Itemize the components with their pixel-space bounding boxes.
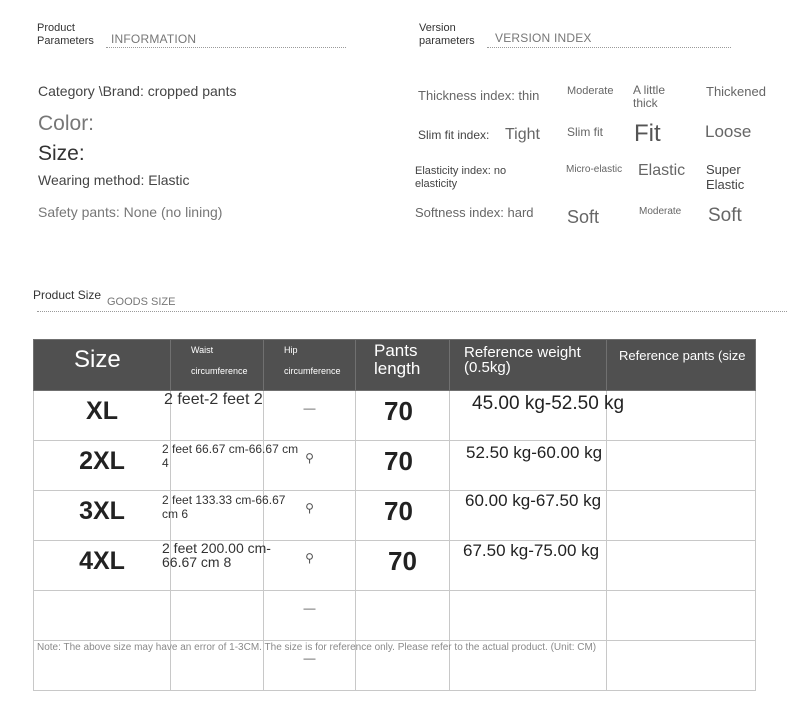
softness-label: Softness index: hard: [415, 205, 534, 220]
table-row: [34, 491, 756, 541]
slim-fit-option-fit: Fit: [634, 120, 661, 147]
cell-size: XL: [34, 391, 171, 441]
header-weight: Reference weight (0.5kg): [450, 340, 607, 391]
cell-ref: [607, 541, 756, 591]
cell-ref: [607, 591, 756, 641]
elasticity-option-elastic: Elastic: [638, 162, 686, 179]
cell-waist: 2 feet 66.67 cm-66.67 cm 4: [171, 441, 264, 491]
table-row: [34, 591, 756, 641]
version-params-en: VERSION INDEX: [495, 31, 592, 45]
cell-hip: ⚲: [264, 491, 356, 541]
softness-option-moderate: Moderate: [639, 206, 682, 217]
header-size: Size: [34, 340, 171, 391]
elasticity-option-super: Super Elastic: [706, 162, 745, 192]
cell-waist: [171, 591, 264, 641]
cell-hip: ⚲: [264, 441, 356, 491]
cell-weight: 45.00 kg-52.50 kg: [450, 391, 607, 441]
cell-weight: [450, 591, 607, 641]
slim-fit-label: Slim fit index:: [418, 128, 490, 142]
cell-weight: 67.50 kg-75.00 kg: [450, 541, 607, 591]
thickness-option-moderate: Moderate: [567, 85, 614, 97]
cell-ref: [607, 441, 756, 491]
product-params-label: Product Parameters: [37, 22, 94, 47]
cell-length: 70: [356, 491, 450, 541]
safety-pants: Safety pants: None (no lining): [38, 204, 223, 220]
slim-fit-option-slim: Slim fit: [567, 125, 603, 139]
slim-fit-option-loose: Loose: [705, 122, 752, 141]
softness-option-soft-2: Soft: [708, 205, 742, 226]
cell-size: 2XL: [34, 441, 171, 491]
cell-ref: [607, 491, 756, 541]
cell-size: 3XL: [34, 491, 171, 541]
cell-ref: [607, 641, 756, 691]
cell-waist: 2 feet 200.00 cm-66.67 cm 8: [171, 541, 264, 591]
slim-fit-option-tight: Tight: [505, 126, 540, 143]
thickness-option-a-little-thick: A little thick: [633, 83, 666, 110]
cell-weight: 60.00 kg-67.50 kg: [450, 491, 607, 541]
cell-length: 70: [356, 391, 450, 441]
category-brand: Category \Brand: cropped pants: [38, 83, 237, 99]
size-note: Note: The above size may have an error of 1-3CM. The size is for reference only. Please refer to the actual product. (Unit: CM): [37, 642, 597, 653]
softness-option-soft: Soft: [567, 207, 600, 227]
table-header-row: [34, 340, 756, 391]
header-reference-pants: Reference pants (size: [607, 340, 756, 391]
header-length: Pants length: [356, 340, 450, 391]
cell-length: [356, 591, 450, 641]
version-params-label: Version parameters: [419, 22, 475, 47]
size-label: Size:: [38, 142, 85, 165]
color-label: Color:: [38, 112, 95, 135]
cell-waist: 2 feet 133.33 cm-66.67 cm 6: [171, 491, 264, 541]
product-size-label: Product Size: [33, 288, 102, 302]
table-row: [34, 391, 756, 441]
cell-weight: 52.50 kg-60.00 kg: [450, 441, 607, 491]
cell-waist: 2 feet-2 feet 2: [171, 391, 264, 441]
elasticity-label: Elasticity index: no elasticity: [415, 165, 507, 190]
cell-length: 70: [356, 441, 450, 491]
thickness-label: Thickness index: thin: [418, 88, 540, 103]
cell-hip: —: [264, 591, 356, 641]
divider: [106, 47, 346, 48]
cell-ref: [607, 391, 756, 441]
cell-hip: —: [264, 391, 356, 441]
elasticity-option-micro: Micro-elastic: [566, 164, 623, 175]
table-row: [34, 441, 756, 491]
divider: [487, 47, 731, 48]
cell-size: 4XL: [34, 541, 171, 591]
size-table: [33, 339, 756, 691]
header-waist: Waist circumference: [171, 340, 264, 391]
header-hip: Hip circumference: [264, 340, 356, 391]
cell-size: [34, 591, 171, 641]
cell-hip: ⚲: [264, 541, 356, 591]
divider: [37, 311, 787, 312]
wearing-method: Wearing method: Elastic: [38, 172, 190, 188]
cell-length: 70: [356, 541, 450, 591]
product-params-en: INFORMATION: [111, 32, 197, 46]
goods-size-en: GOODS SIZE: [107, 296, 176, 308]
table-row: [34, 541, 756, 591]
cell-hip: —: [264, 641, 356, 691]
thickness-option-thickened: Thickened: [706, 84, 766, 99]
